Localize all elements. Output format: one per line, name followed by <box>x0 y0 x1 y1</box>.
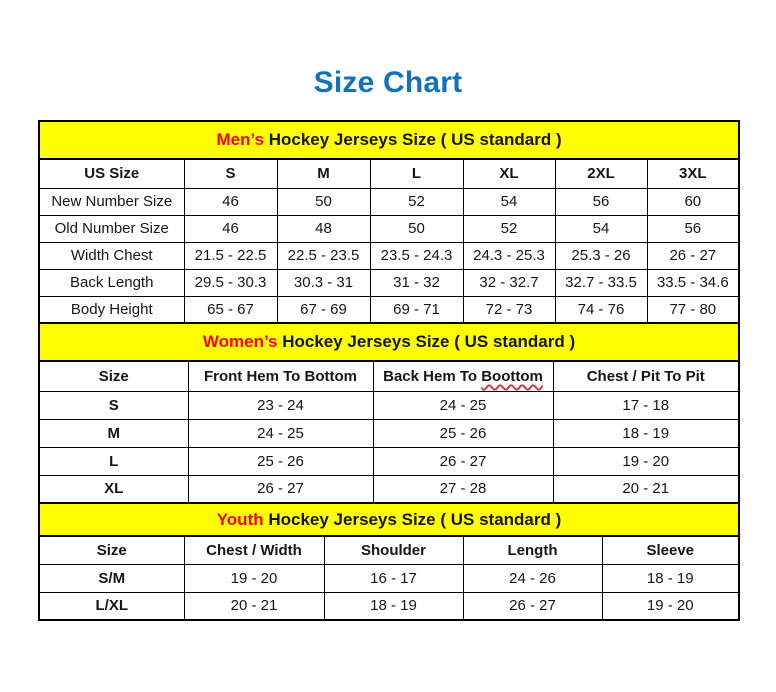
size-value: 54 <box>463 188 555 215</box>
size-value: 50 <box>277 188 370 215</box>
size-value: 74 - 76 <box>555 296 647 323</box>
size-value: 69 - 71 <box>370 296 463 323</box>
size-chart-tables <box>38 120 738 621</box>
table-row <box>39 242 739 269</box>
mens-header-highlight: Men’s <box>216 130 264 149</box>
size-value: 26 - 27 <box>647 242 739 269</box>
size-value: 65 - 67 <box>184 296 277 323</box>
column-header: Sleeve <box>602 536 739 564</box>
youth-header-rest: Hockey Jerseys Size ( US standard ) <box>263 509 562 529</box>
row-label: Width Chest <box>39 242 184 269</box>
size-value: 77 - 80 <box>647 296 739 323</box>
column-header: M <box>277 159 370 188</box>
table-row <box>39 564 739 592</box>
table-row <box>39 592 739 620</box>
size-value: 72 - 73 <box>463 296 555 323</box>
row-label: Old Number Size <box>39 215 184 242</box>
page-title: Size Chart <box>313 66 463 99</box>
column-header: Length <box>463 536 602 564</box>
size-value: 30.3 - 31 <box>277 269 370 296</box>
column-header: Size <box>39 536 184 564</box>
mens-size-table <box>38 120 740 324</box>
size-value: 26 - 27 <box>373 447 553 475</box>
column-header: Chest / Width <box>184 536 324 564</box>
womens-section-header <box>39 323 739 361</box>
row-label: Body Height <box>39 296 184 323</box>
youth-header-highlight: Youth <box>216 509 264 529</box>
youth-column-header-row <box>39 536 739 564</box>
column-header: 3XL <box>647 159 739 188</box>
table-row <box>39 269 739 296</box>
size-value: 46 <box>184 215 277 242</box>
size-value: 25 - 26 <box>373 419 553 447</box>
size-value: 19 - 20 <box>602 592 739 620</box>
column-header: L <box>370 159 463 188</box>
size-value: 20 - 21 <box>184 592 324 620</box>
size-value: 23.5 - 24.3 <box>370 242 463 269</box>
size-value: 17 - 18 <box>553 391 739 419</box>
size-value: 16 - 17 <box>324 564 463 592</box>
size-value: 24 - 25 <box>373 391 553 419</box>
size-value: 48 <box>277 215 370 242</box>
youth-section-header <box>39 503 739 536</box>
size-value: 18 - 19 <box>602 564 739 592</box>
table-row <box>39 447 739 475</box>
womens-size-table <box>38 322 740 504</box>
mens-section-header <box>39 121 739 159</box>
size-value: 19 - 20 <box>553 447 739 475</box>
size-value: 67 - 69 <box>277 296 370 323</box>
mens-column-header-row <box>39 159 739 188</box>
size-value: 32 - 32.7 <box>463 269 555 296</box>
size-value: 21.5 - 22.5 <box>184 242 277 269</box>
size-value: 24 - 26 <box>463 564 602 592</box>
size-value: 23 - 24 <box>188 391 373 419</box>
column-header: US Size <box>39 159 184 188</box>
size-value: 27 - 28 <box>373 475 553 503</box>
column-header-with-spellcheck <box>373 361 553 391</box>
row-label: L <box>39 447 188 475</box>
youth-section-header-row <box>39 503 739 536</box>
size-value: 56 <box>647 215 739 242</box>
table-row <box>39 296 739 323</box>
mens-section-header-row <box>39 121 739 159</box>
size-value: 25 - 26 <box>188 447 373 475</box>
size-value: 31 - 32 <box>370 269 463 296</box>
table-row <box>39 215 739 242</box>
table-row <box>39 188 739 215</box>
size-value: 24 - 25 <box>188 419 373 447</box>
column-header: Chest / Pit To Pit <box>553 361 739 391</box>
column-header-prefix: Back Hem To <box>383 367 482 385</box>
size-value: 19 - 20 <box>184 564 324 592</box>
row-label: M <box>39 419 188 447</box>
size-value: 26 - 27 <box>463 592 602 620</box>
column-header: XL <box>463 159 555 188</box>
size-value: 54 <box>555 215 647 242</box>
womens-column-header-row <box>39 361 739 391</box>
table-row <box>39 419 739 447</box>
column-header: S <box>184 159 277 188</box>
size-value: 33.5 - 34.6 <box>647 269 739 296</box>
column-header: Shoulder <box>324 536 463 564</box>
size-value: 29.5 - 30.3 <box>184 269 277 296</box>
row-label: New Number Size <box>39 188 184 215</box>
size-value: 20 - 21 <box>553 475 739 503</box>
size-value: 52 <box>463 215 555 242</box>
size-value: 50 <box>370 215 463 242</box>
size-value: 25.3 - 26 <box>555 242 647 269</box>
size-value: 24.3 - 25.3 <box>463 242 555 269</box>
column-header: 2XL <box>555 159 647 188</box>
row-label: Back Length <box>39 269 184 296</box>
size-value: 52 <box>370 188 463 215</box>
column-header: Size <box>39 361 188 391</box>
size-value: 26 - 27 <box>188 475 373 503</box>
size-value: 60 <box>647 188 739 215</box>
size-value: 18 - 19 <box>553 419 739 447</box>
womens-section-header-row <box>39 323 739 361</box>
row-label: L/XL <box>39 592 184 620</box>
youth-size-table <box>38 502 740 621</box>
womens-header-highlight: Women’s <box>202 332 278 351</box>
row-label: XL <box>39 475 188 503</box>
row-label: S/M <box>39 564 184 592</box>
size-value: 46 <box>184 188 277 215</box>
size-value: 32.7 - 33.5 <box>555 269 647 296</box>
mens-header-rest: Hockey Jerseys Size ( US standard ) <box>264 130 562 149</box>
size-value: 56 <box>555 188 647 215</box>
table-row <box>39 391 739 419</box>
misspelled-word: Boottom <box>481 367 543 385</box>
column-header: Front Hem To Bottom <box>188 361 373 391</box>
table-row <box>39 475 739 503</box>
row-label: S <box>39 391 188 419</box>
size-value: 22.5 - 23.5 <box>277 242 370 269</box>
size-value: 18 - 19 <box>324 592 463 620</box>
womens-header-rest: Hockey Jerseys Size ( US standard ) <box>277 332 576 351</box>
